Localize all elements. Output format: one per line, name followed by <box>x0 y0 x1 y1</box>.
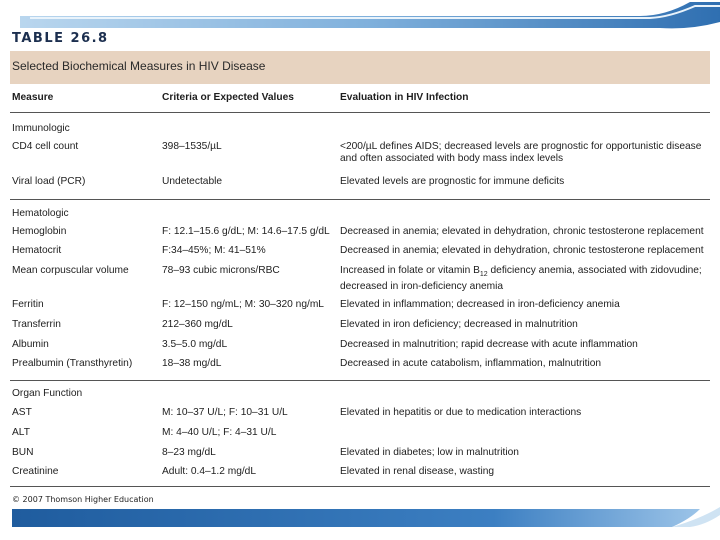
bottom-decorative-band <box>0 507 720 540</box>
row-evaluation: Decreased in malnutrition; rapid decrease with acute inflammation <box>340 339 638 350</box>
table-caption: Selected Biochemical Measures in HIV Disease <box>12 59 266 73</box>
row-measure: BUN <box>12 447 34 458</box>
evaluation-text: Increased in folate or vitamin B <box>340 265 480 276</box>
row-measure: Creatinine <box>12 466 59 477</box>
row-evaluation: Decreased in anemia; elevated in dehydration, chronic testosterone replacement <box>340 245 704 256</box>
row-measure: AST <box>12 407 32 418</box>
row-criteria: F: 12–150 ng/mL; M: 30–320 ng/mL <box>162 299 324 310</box>
row-criteria: Undetectable <box>162 176 223 187</box>
row-evaluation <box>340 265 705 293</box>
top-decorative-band <box>0 0 720 34</box>
row-criteria: 212–360 mg/dL <box>162 319 233 330</box>
row-evaluation: Elevated in diabetes; low in malnutrition <box>340 447 519 458</box>
row-measure: Albumin <box>12 339 49 350</box>
row-criteria: 398–1535/µL <box>162 141 222 152</box>
row-evaluation: <200/µL defines AIDS; decreased levels are prognostic for opportunistic disease and often associated with body mass index levels <box>340 141 702 164</box>
row-criteria: M: 4–40 U/L; F: 4–31 U/L <box>162 427 277 438</box>
row-measure: Hemoglobin <box>12 226 67 237</box>
row-evaluation: Decreased in anemia; elevated in dehydration, chronic testosterone replacement <box>340 226 704 237</box>
row-criteria: M: 10–37 U/L; F: 10–31 U/L <box>162 407 288 418</box>
row-criteria: F:34–45%; M: 41–51% <box>162 245 266 256</box>
row-criteria: Adult: 0.4–1.2 mg/dL <box>162 466 257 477</box>
row-criteria: 78–93 cubic microns/RBC <box>162 265 280 276</box>
row-evaluation: Elevated levels are prognostic for immune deficits <box>340 176 565 187</box>
evaluation-text: deficiency anemia, associated with zidovudine; decreased in iron-deficiency anemia <box>340 265 702 293</box>
row-measure: ALT <box>12 427 30 438</box>
row-measure: CD4 cell count <box>12 141 79 152</box>
row-evaluation: Elevated in inflammation; decreased in iron-deficiency anemia <box>340 299 620 310</box>
row-criteria: 18–38 mg/dL <box>162 358 222 369</box>
row-evaluation: Elevated in renal disease, wasting <box>340 466 495 477</box>
header-rule <box>10 112 710 113</box>
header-evaluation: Evaluation in HIV Infection <box>340 92 469 103</box>
subscript: 12 <box>479 271 488 279</box>
section-title-immunologic: Immunologic <box>12 123 70 134</box>
table-number: TABLE 26.8 <box>12 31 109 46</box>
row-measure: Mean corpuscular volume <box>12 265 129 276</box>
row-measure: Hematocrit <box>12 245 62 256</box>
header-measure: Measure <box>12 92 54 103</box>
row-measure: Viral load (PCR) <box>12 176 86 187</box>
row-criteria: 8–23 mg/dL <box>162 447 216 458</box>
row-measure: Ferritin <box>12 299 44 310</box>
section-rule <box>10 380 710 381</box>
row-criteria: 3.5–5.0 mg/dL <box>162 339 228 350</box>
row-measure: Transferrin <box>12 319 61 330</box>
row-evaluation: Decreased in acute catabolism, inflammation, malnutrition <box>340 358 602 369</box>
row-evaluation: Elevated in hepatitis or due to medication interactions <box>340 407 582 418</box>
row-criteria: F: 12.1–15.6 g/dL; M: 14.6–17.5 g/dL <box>162 226 330 237</box>
section-title-hematologic: Hematologic <box>12 208 69 219</box>
copyright-notice: © 2007 Thomson Higher Education <box>12 495 154 504</box>
header-criteria: Criteria or Expected Values <box>162 92 294 103</box>
row-evaluation: Elevated in iron deficiency; decreased in malnutrition <box>340 319 578 330</box>
row-measure: Prealbumin (Transthyretin) <box>12 358 133 369</box>
table-bottom-rule <box>10 486 710 487</box>
section-rule <box>10 199 710 200</box>
section-title-organ-function: Organ Function <box>12 388 83 399</box>
